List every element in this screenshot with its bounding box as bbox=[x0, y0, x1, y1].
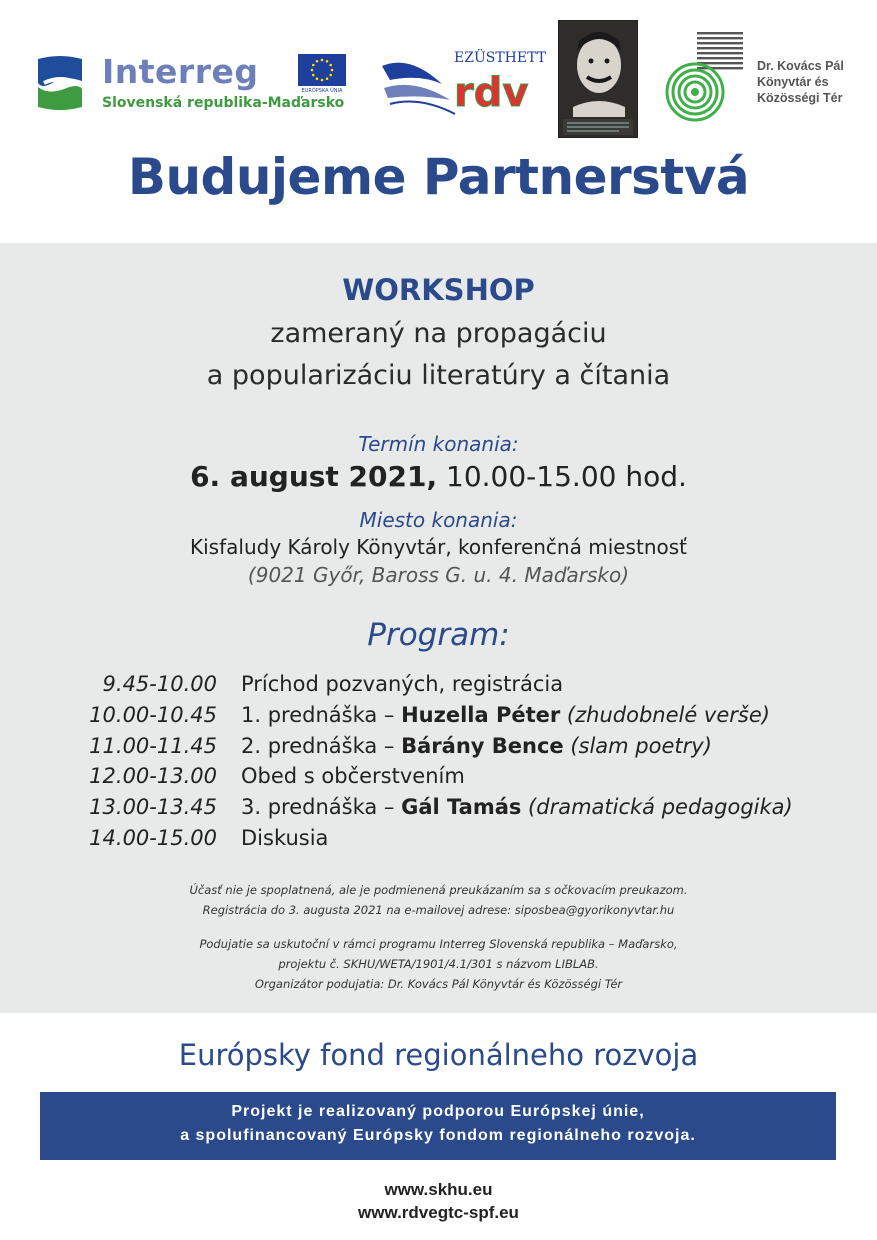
funding-banner-text bbox=[40, 1100, 836, 1148]
banner-line: a spolufinancovaný Európsky fondom regionálneho rozvoja. bbox=[180, 1127, 696, 1144]
rdv-top-text: EZÜSTHETT bbox=[454, 50, 547, 66]
program-time: 11.00-11.45 bbox=[89, 734, 217, 758]
program-text: Príchod pozvaných, registrácia bbox=[241, 672, 564, 696]
eu-flag-icon bbox=[298, 54, 346, 86]
program-text: 2. prednáška – bbox=[241, 734, 402, 758]
program-speaker: Huzella Péter bbox=[401, 703, 561, 727]
event-time: 10.00-15.00 hod. bbox=[437, 460, 687, 493]
workshop-subtitle-line2: a popularizáciu literatúry a čítania bbox=[206, 360, 671, 391]
workshop-heading: WORKSHOP bbox=[342, 273, 535, 307]
program-heading: Program: bbox=[367, 617, 510, 653]
program-desc bbox=[241, 672, 563, 696]
venue-name: Kisfaludy Károly Könyvtár, konferenčná miestnosť bbox=[190, 535, 687, 559]
portrait-image bbox=[558, 20, 638, 138]
library-name-line: Dr. Kovács Pál bbox=[757, 59, 844, 73]
library-name-line: Közösségi Tér bbox=[757, 91, 843, 105]
program-text: 1. prednáška – bbox=[241, 703, 402, 727]
date-label: Termín konania: bbox=[358, 432, 519, 456]
program-time: 13.00-13.45 bbox=[89, 795, 217, 819]
program-text: Diskusia bbox=[241, 826, 329, 850]
program-topic: (dramatická pedagogika) bbox=[521, 795, 793, 819]
venue-label: Miesto konania: bbox=[359, 508, 518, 532]
page-title: Budujeme Partnerstvá bbox=[127, 148, 750, 206]
program-topic: (zhudobnelé verše) bbox=[560, 703, 770, 727]
program-desc bbox=[241, 795, 793, 819]
banner-line: Projekt je realizovaný podporou Európskej únie, bbox=[231, 1103, 645, 1120]
fund-title: Európsky fond regionálneho rozvoja bbox=[178, 1038, 699, 1072]
program-row bbox=[0, 795, 877, 825]
logo-row bbox=[0, 0, 877, 140]
note-line: projektu č. SKHU/WETA/1901/4.1/301 s názvom LIBLAB. bbox=[278, 957, 599, 971]
event-date-day: 6. august 2021, bbox=[190, 460, 438, 493]
registration-notes bbox=[0, 880, 877, 920]
interreg-name: Interreg bbox=[102, 52, 259, 91]
portrait-face-icon bbox=[559, 21, 637, 137]
program-row bbox=[0, 672, 877, 702]
library-circle-icon bbox=[665, 62, 725, 122]
program-topic: (slam poetry) bbox=[563, 734, 712, 758]
note-line: Účasť nie je spoplatnená, ale je podmienená preukázaním sa s očkovacím preukazom. bbox=[189, 883, 688, 897]
program-desc bbox=[241, 703, 770, 727]
program-speaker: Bárány Bence bbox=[401, 734, 564, 758]
program-text: 3. prednáška – bbox=[241, 795, 402, 819]
program-speaker: Gál Tamás bbox=[401, 795, 522, 819]
program-time: 12.00-13.00 bbox=[89, 764, 217, 788]
program-time: 10.00-10.45 bbox=[89, 703, 217, 727]
library-name-line: Könyvtár és bbox=[757, 75, 829, 89]
workshop-subtitle-line1: zameraný na propagáciu bbox=[270, 318, 607, 349]
note-line: Organizátor podujatia: Dr. Kovács Pál Könyvtár és Közösségi Tér bbox=[254, 977, 623, 991]
url-skhu-link[interactable]: www.skhu.eu bbox=[384, 1180, 493, 1199]
program-desc bbox=[241, 734, 712, 758]
program-time: 9.45-10.00 bbox=[102, 672, 217, 696]
program-time: 14.00-15.00 bbox=[89, 826, 217, 850]
program-row bbox=[0, 734, 877, 764]
rdv-logo-icon bbox=[380, 44, 547, 119]
note-line: Podujatie sa uskutoční v rámci programu Interreg Slovenská republika – Maďarsko, bbox=[199, 937, 678, 951]
program-row bbox=[0, 703, 877, 733]
library-name bbox=[757, 58, 844, 106]
program-desc bbox=[241, 826, 328, 850]
program-row bbox=[0, 826, 877, 856]
event-date bbox=[0, 460, 877, 493]
program-notes bbox=[0, 934, 877, 994]
venue-address: (9021 Győr, Baross G. u. 4. Maďarsko) bbox=[247, 563, 630, 587]
program-row bbox=[0, 764, 877, 794]
program-text: Obed s občerstvením bbox=[241, 764, 465, 788]
note-line: Registrácia do 3. augusta 2021 na e-mailovej adrese: siposbea@gyorikonyvtar.hu bbox=[202, 903, 675, 917]
url-rdvegtc-link[interactable]: www.rdvegtc-spf.eu bbox=[358, 1203, 519, 1222]
program-desc bbox=[241, 764, 465, 788]
eu-label: EURÓPSKA ÚNIA bbox=[301, 88, 343, 94]
rdv-word: rdv bbox=[454, 70, 529, 116]
interreg-logo-icon bbox=[34, 53, 86, 113]
interreg-subtitle: Slovenská republika-Maďarsko bbox=[102, 95, 345, 111]
